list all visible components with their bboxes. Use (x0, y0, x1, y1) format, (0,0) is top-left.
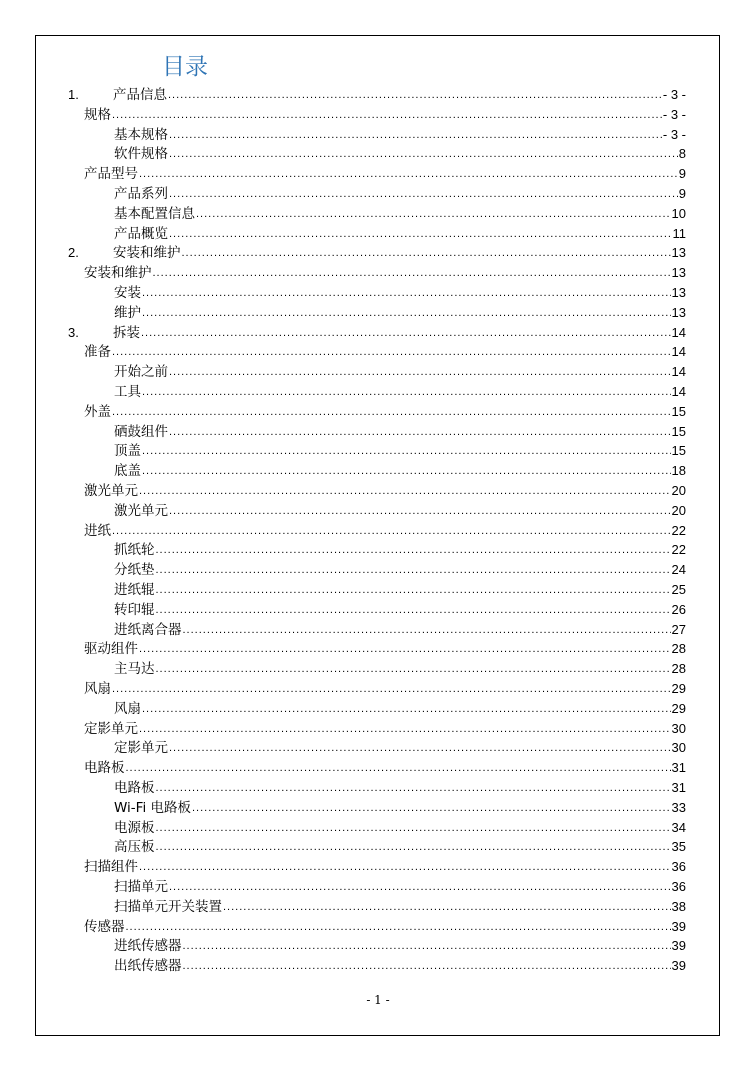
toc-entry[interactable] (84, 679, 686, 699)
toc-entry[interactable] (84, 719, 686, 739)
toc-entry-page: 15 (671, 403, 686, 419)
toc-entry[interactable] (114, 877, 686, 897)
toc-entry-page: 13 (671, 265, 686, 281)
toc-leader-dots (183, 936, 671, 956)
toc-entry-number: 1. (68, 87, 79, 102)
toc-entry-label: 基本规格 (114, 126, 168, 143)
toc-leader-dots (169, 184, 678, 204)
toc-leader-dots (169, 125, 662, 145)
toc-entry-page: 14 (671, 344, 686, 360)
toc-entry[interactable] (114, 778, 686, 798)
toc-entry[interactable] (114, 422, 686, 442)
toc-entry-page: 25 (671, 582, 686, 597)
toc-entry[interactable] (114, 798, 686, 818)
toc-entry-label: 激光单元 (114, 502, 168, 519)
toc-entry-page: 30 (671, 740, 686, 756)
toc-entry-label: 抓纸轮 (114, 542, 155, 559)
toc-leader-dots (142, 699, 671, 719)
toc-entry-label: 硒鼓组件 (114, 423, 168, 440)
toc-entry-label: 产品信息 (113, 87, 167, 103)
toc-entry-page: - 3 - (662, 87, 686, 102)
toc-entry-label: 拆装 (113, 324, 140, 341)
toc-entry[interactable] (114, 897, 686, 917)
toc-entry-page: 9 (678, 186, 686, 201)
toc-leader-dots (142, 441, 671, 461)
toc-entry[interactable] (114, 224, 686, 244)
toc-entry-label: 进纸辊 (114, 582, 155, 598)
toc-entry-page: 8 (678, 146, 686, 162)
toc-entry-label: 产品概览 (114, 225, 168, 242)
toc-leader-dots (126, 758, 671, 778)
toc-entry-label: 分纸垫 (114, 562, 155, 579)
toc-leader-dots (156, 600, 671, 620)
toc-entry-label: 传感器 (84, 918, 125, 935)
toc-entry[interactable] (114, 560, 686, 580)
toc-leader-dots (156, 778, 671, 798)
toc-entry-number: 3. (68, 324, 79, 340)
toc-entry-page: 31 (671, 760, 686, 776)
toc-entry-page: 28 (671, 661, 686, 677)
toc-entry[interactable] (114, 501, 686, 521)
toc-leader-dots (112, 679, 671, 699)
toc-entry[interactable] (84, 402, 686, 422)
toc-entry[interactable] (84, 105, 686, 125)
toc-entry-page: 9 (678, 166, 686, 182)
toc-leader-dots (112, 521, 671, 541)
toc-entry-page: 22 (671, 522, 686, 538)
toc-leader-dots (196, 204, 671, 224)
toc-entry-label: Wi-Fi 电路板 (114, 799, 191, 816)
page-number: - 1 - (366, 993, 390, 1007)
toc-entry-label: 维护 (114, 304, 141, 321)
toc-leader-dots (156, 837, 671, 857)
toc-entry-label: 进纸离合器 (114, 621, 182, 638)
toc-entry-label: 安装和维护 (113, 245, 181, 262)
toc-entry[interactable] (84, 521, 686, 541)
toc-entry-page: - 3 - (662, 126, 686, 142)
toc-entry-page: 36 (671, 879, 686, 894)
toc-leader-dots (139, 639, 671, 659)
toc-entry[interactable] (84, 164, 686, 184)
toc-entry-label: 开始之前 (114, 364, 168, 381)
toc-entry[interactable] (114, 184, 686, 204)
toc-entry-label: 扫描单元 (114, 879, 168, 895)
toc-leader-dots (169, 362, 671, 382)
toc-entry-page: 38 (671, 898, 686, 914)
toc-entry-page: 14 (671, 364, 686, 380)
toc-entry[interactable] (114, 659, 686, 679)
toc-entry[interactable] (84, 758, 686, 778)
toc-leader-dots (182, 243, 671, 263)
toc-leader-dots (192, 798, 671, 818)
toc-leader-dots (169, 738, 671, 758)
toc-entry[interactable] (114, 362, 686, 382)
toc-entry-label: 转印辊 (114, 601, 155, 618)
toc-entry-page: 15 (671, 423, 686, 439)
toc-leader-dots (156, 659, 671, 679)
toc-entry-page: 11 (672, 225, 686, 241)
toc-entry-page: 39 (671, 918, 686, 934)
toc-entry[interactable] (84, 342, 686, 362)
toc-entry-page: 15 (671, 443, 686, 459)
toc-entry[interactable] (68, 323, 686, 343)
toc-leader-dots (169, 501, 671, 521)
toc-entry-label: 激光单元 (84, 483, 138, 499)
toc-entry-label: 顶盖 (114, 443, 141, 460)
toc-entry[interactable] (84, 263, 686, 283)
toc-entry-page: 28 (671, 641, 686, 657)
toc-entry-label: 定影单元 (84, 720, 138, 737)
toc-entry[interactable] (114, 620, 686, 640)
toc-leader-dots (142, 303, 671, 323)
toc-entry-label: 风扇 (84, 681, 111, 697)
toc-entry-page: 31 (671, 780, 686, 795)
toc-leader-dots (142, 283, 671, 303)
toc-title: 目录 (162, 54, 208, 80)
toc-leader-dots (139, 164, 678, 184)
toc-entry-page: 30 (671, 720, 686, 736)
toc-entry-page: 39 (671, 938, 686, 954)
toc-entry-number: 2. (68, 245, 79, 261)
toc-entry-page: 20 (671, 483, 686, 498)
toc-entry[interactable] (114, 125, 686, 145)
toc-leader-dots (223, 897, 671, 917)
toc-entry-label: 风扇 (114, 700, 141, 717)
toc-entry[interactable] (114, 699, 686, 719)
toc-entry[interactable] (84, 917, 686, 937)
toc-entry-label: 驱动组件 (84, 641, 138, 658)
toc-entry-label: 进纸传感器 (114, 938, 182, 955)
toc-entry-page: 33 (671, 799, 686, 815)
toc-leader-dots (156, 818, 671, 838)
toc-entry-page: 10 (671, 205, 686, 221)
toc-entry[interactable] (114, 144, 686, 164)
toc-entry-page: 29 (671, 681, 686, 696)
toc-leader-dots (142, 382, 671, 402)
toc-entry[interactable] (114, 382, 686, 402)
toc-entry-label: 主马达 (114, 661, 155, 678)
toc-entry[interactable] (114, 540, 686, 560)
toc-leader-dots (156, 580, 671, 600)
toc-leader-dots (112, 342, 671, 362)
toc-leader-dots (168, 85, 662, 105)
toc-entry-page: 18 (671, 463, 686, 479)
toc-leader-dots (142, 461, 671, 481)
toc-entry-page: 29 (671, 700, 686, 716)
toc-entry-label: 电路板 (84, 760, 125, 777)
toc-leader-dots (141, 323, 671, 343)
toc-entry-label: 工具 (114, 384, 141, 400)
toc-entry-label: 扫描单元开关装置 (114, 898, 222, 915)
toc-leader-dots (139, 857, 671, 877)
toc-entry-label: 规格 (84, 106, 111, 123)
toc-entry-label: 高压板 (114, 839, 155, 856)
toc-entry-label: 产品型号 (84, 166, 138, 183)
toc-entry[interactable] (68, 243, 686, 263)
toc-entry-page: - 3 - (662, 106, 686, 122)
toc-leader-dots (169, 224, 672, 244)
toc-leader-dots (139, 719, 671, 739)
toc-entry-label: 安装和维护 (84, 265, 152, 282)
toc-entry-label: 出纸传感器 (114, 958, 182, 975)
toc-entry-label: 产品系列 (114, 186, 168, 202)
toc-entry-label: 基本配置信息 (114, 205, 195, 222)
toc-leader-dots (183, 956, 671, 976)
toc-entry-label: 扫描组件 (84, 859, 138, 876)
toc-entry[interactable] (114, 461, 686, 481)
toc-leader-dots (169, 877, 671, 897)
toc-leader-dots (139, 481, 671, 501)
toc-entry[interactable] (114, 204, 686, 224)
toc-entry-label: 进纸 (84, 522, 111, 539)
toc-entry[interactable] (84, 857, 686, 877)
toc-entry-label: 电源板 (114, 819, 155, 836)
toc-entry-label: 软件规格 (114, 146, 168, 163)
toc-entry[interactable] (114, 956, 686, 976)
toc-entry[interactable] (114, 600, 686, 620)
toc-entry-page: 34 (671, 819, 686, 835)
toc-entry[interactable] (114, 441, 686, 461)
toc-entry-label: 定影单元 (114, 740, 168, 757)
toc-entry-label: 底盖 (114, 463, 141, 480)
toc-entry-page: 27 (671, 621, 686, 637)
toc-leader-dots (112, 105, 662, 125)
toc-leader-dots (156, 560, 671, 580)
toc-entry[interactable] (114, 580, 686, 600)
toc-leader-dots (153, 263, 671, 283)
toc-entry[interactable] (114, 738, 686, 758)
toc-entry-label: 准备 (84, 344, 111, 361)
toc-leader-dots (112, 402, 671, 422)
toc-entry-page: 13 (671, 245, 686, 261)
toc-leader-dots (126, 917, 671, 937)
toc-entry[interactable] (84, 481, 686, 501)
toc-entry-page: 14 (671, 384, 686, 399)
toc-leader-dots (183, 620, 671, 640)
toc-entry[interactable] (114, 818, 686, 838)
toc-entry[interactable] (114, 936, 686, 956)
toc-leader-dots (169, 144, 678, 164)
toc-entry-page: 22 (671, 542, 686, 558)
toc-entry-label: 外盖 (84, 403, 111, 420)
toc-entry-page: 36 (671, 859, 686, 875)
toc-entry-page: 20 (671, 502, 686, 518)
toc-leader-dots (169, 422, 671, 442)
toc-entry[interactable] (114, 303, 686, 323)
toc-entry-page: 13 (671, 304, 686, 320)
toc-entry-page: 14 (671, 324, 686, 340)
toc-entry-page: 26 (671, 601, 686, 617)
toc-entry[interactable] (84, 639, 686, 659)
toc-entry[interactable] (114, 283, 686, 303)
toc-entry-page: 35 (671, 839, 686, 855)
toc-entry-page: 39 (671, 958, 686, 974)
toc-entry[interactable] (114, 837, 686, 857)
toc-entry-label: 安装 (114, 285, 141, 301)
toc-leader-dots (156, 540, 671, 560)
toc-entry-page: 24 (671, 562, 686, 578)
toc-entry[interactable] (68, 85, 686, 105)
toc-entry-label: 电路板 (114, 780, 155, 796)
toc-entry-page: 13 (671, 285, 686, 300)
